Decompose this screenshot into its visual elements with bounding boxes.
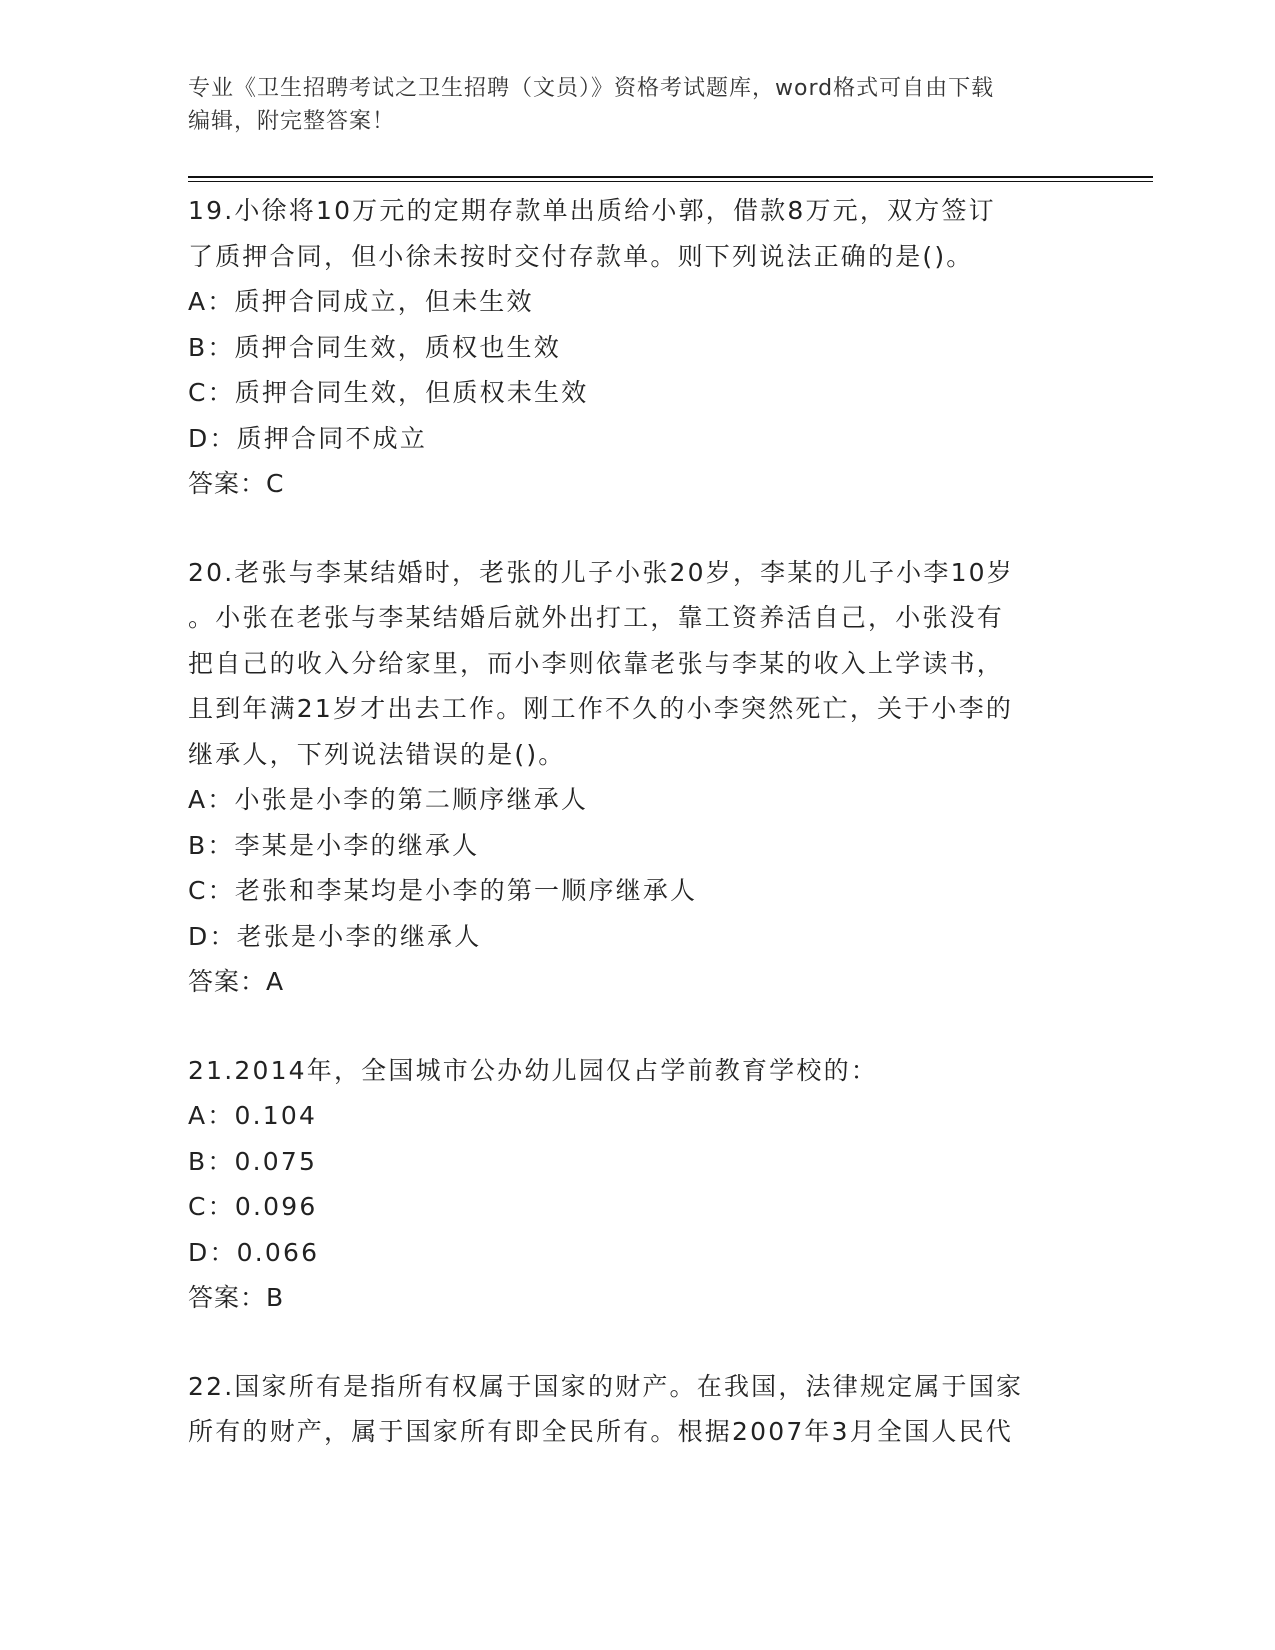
question-list [188, 188, 1088, 1498]
question-21 [188, 1048, 1088, 1321]
answer-label: 答案： [188, 469, 267, 498]
option-a: A：质押合同成立，但未生效 [188, 287, 534, 316]
question-stem-line: 继承人，下列说法错误的是()。 [188, 739, 566, 769]
option-d: D：0.066 [188, 1237, 320, 1267]
option-b: B：李某是小李的继承人 [188, 830, 480, 860]
option-c: C：老张和李某均是小李的第一顺序继承人 [188, 876, 698, 905]
question-20 [188, 550, 1088, 1005]
question-stem-line: 了质押合同，但小徐未按时交付存款单。则下列说法正确的是()。 [188, 241, 974, 271]
header-divider-thin [188, 181, 1153, 182]
question-stem-line: 把自己的收入分给家里，而小李则依靠老张与李某的收入上学读书， [188, 648, 1005, 678]
answer-line [188, 1275, 1088, 1321]
question-stem-line: 19.小徐将10万元的定期存款单出质给小郭，借款8万元，双方签订 [188, 196, 996, 225]
option-a: A：小张是小李的第二顺序继承人 [188, 785, 589, 814]
option-b: B：质押合同生效，质权也生效 [188, 332, 561, 362]
header-line-1: 专业《卫生招聘考试之卫生招聘（文员）》资格考试题库，word格式可自由下载 [188, 76, 995, 101]
question-stem-line: 且到年满21岁才出去工作。刚工作不久的小李突然死亡，关于小李的 [188, 694, 1014, 723]
question-stem-line: 20.老张与李某结婚时，老张的儿子小张20岁，李某的儿子小李10岁 [188, 557, 1014, 587]
option-d: D：质押合同不成立 [188, 423, 428, 453]
question-stem-line: 22.国家所有是指所有权属于国家的财产。在我国，法律规定属于国家 [188, 1371, 1024, 1401]
question-22 [188, 1364, 1088, 1455]
question-19 [188, 188, 1088, 507]
answer-label: 答案： [188, 967, 267, 996]
answer-line [188, 959, 1088, 1005]
answer-value: B [266, 1283, 284, 1312]
answer-label: 答案： [188, 1283, 267, 1312]
option-d: D：老张是小李的继承人 [188, 921, 482, 951]
option-c: C：0.096 [188, 1192, 318, 1221]
document-header [188, 72, 1088, 138]
option-a: A：0.104 [188, 1101, 318, 1130]
answer-value: A [266, 967, 284, 996]
header-line-2: 编辑，附完整答案！ [188, 109, 396, 134]
answer-value: C [266, 469, 284, 498]
option-b: B：0.075 [188, 1146, 318, 1176]
answer-line [188, 461, 1088, 507]
option-c: C：质押合同生效，但质权未生效 [188, 378, 589, 407]
question-stem-line: 所有的财产，属于国家所有即全民所有。根据2007年3月全国人民代 [188, 1417, 1013, 1446]
question-stem-line: 21.2014年，全国城市公办幼儿园仅占学前教育学校的： [188, 1055, 878, 1085]
question-stem-line: 。小张在老张与李某结婚后就外出打工，靠工资养活自己，小张没有 [188, 603, 1005, 632]
header-divider-thick [188, 176, 1153, 178]
